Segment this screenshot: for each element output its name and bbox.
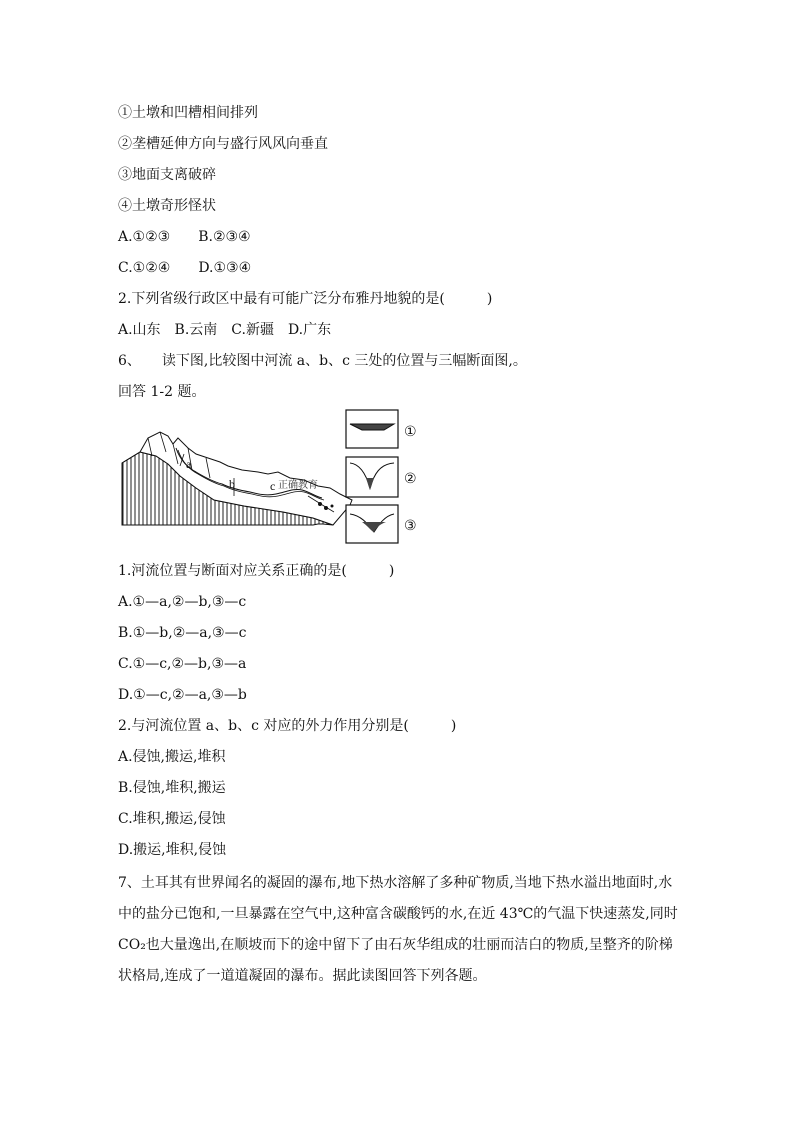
question-6-stem-cont: 回答 1-2 题。 — [118, 384, 206, 400]
q2-option-a: A.侵蚀,搬运,堆积 — [118, 749, 226, 765]
question-2: 2.下列省级行政区中最有可能广泛分布雅丹地貌的是( ) — [118, 291, 493, 307]
q1-option-b: B.①—b,②—a,③—c — [118, 625, 247, 641]
q1-option-a: A.①—a,②—b,③—c — [118, 594, 247, 610]
q2-option-d: D.搬运,堆积,侵蚀 — [118, 842, 227, 858]
question-2-options: A.山东 B.云南 C.新疆 D.广东 — [118, 322, 332, 338]
line-4: ④土墩奇形怪状 — [118, 198, 216, 214]
point-label-b: b — [229, 477, 235, 491]
question-1: 1.河流位置与断面对应关系正确的是( ) — [118, 563, 395, 579]
section-3 — [346, 505, 417, 543]
point-label-a: a — [186, 457, 192, 471]
option-ab: A.①②③ B.②③④ — [118, 229, 251, 245]
section-1 — [346, 410, 417, 448]
q2-option-c: C.堆积,搬运,侵蚀 — [118, 811, 226, 827]
q1-option-c: C.①—c,②—b,③—a — [118, 656, 247, 672]
line-1: ①土墩和凹槽相间排列 — [118, 105, 258, 121]
question-6-stem: 6、 读下图,比较图中河流 a、b、c 三处的位置与三幅断面图,。 — [118, 353, 527, 369]
question-2b: 2.与河流位置 a、b、c 对应的外力作用分别是( ) — [118, 718, 457, 734]
q2-option-b: B.侵蚀,堆积,搬运 — [118, 780, 226, 796]
point-label-c: c — [270, 479, 276, 493]
line-2: ②垄槽延伸方向与盛行风风向垂直 — [118, 136, 328, 152]
river-figure — [118, 408, 428, 548]
svg-text:②: ② — [404, 471, 417, 487]
svg-text:③: ③ — [404, 518, 417, 534]
option-cd: C.①②④ D.①③④ — [118, 260, 252, 276]
section-2 — [346, 457, 417, 497]
svg-text:①: ① — [404, 424, 417, 440]
q1-option-d: D.①—c,②—a,③—b — [118, 687, 247, 703]
question-7-paragraph: 7、土耳其有世界闻名的凝固的瀑布,地下热水溶解了多种矿物质,当地下热水溢出地面时,水中的盐分已饱和,一旦暴露在空气中,这种富含碳酸钙的水,在近 43℃的气温下快速蒸发,同时CO₂也大量逸出,在顺坡而下的途中留下了由石灰华组成的壮丽而洁白的物质,呈整齐的阶梯状格局,连成了一道道凝固的瀑布。据此读图回答下列各题。 — [118, 875, 678, 984]
watermark: 正确教育 — [278, 480, 318, 491]
line-3: ③地面支离破碎 — [118, 167, 216, 183]
